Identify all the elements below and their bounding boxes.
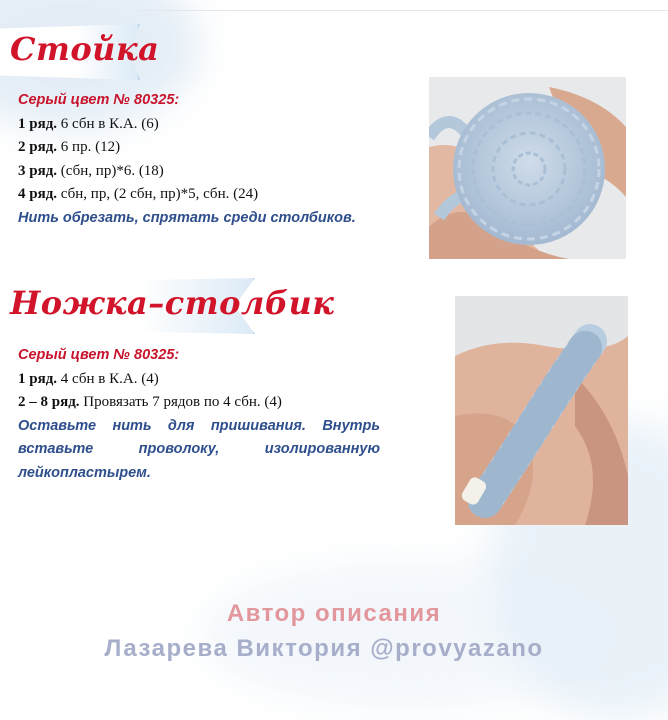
row-text: сбн, пр, (2 сбн, пр)*5, сбн. (24) — [57, 186, 259, 202]
instruction-note: Нить обрезать, спрятать среди столбиков. — [18, 209, 356, 226]
instruction-note: Оставьте нить для пришивания. Внутрь вставьте проволоку, изолированную лейкопластырем. — [18, 417, 380, 481]
section-title: Стойка — [10, 30, 160, 68]
row-label: 2 ряд. — [18, 139, 58, 155]
row-text: 6 сбн в К.А. (6) — [57, 115, 159, 132]
footer-author-name: Лазарева Виктория @provyazano — [104, 635, 544, 662]
row-label: 1 ряд. — [18, 370, 58, 387]
section-banner-stand — [0, 24, 160, 80]
section-title: Ножка–столбик — [10, 284, 335, 322]
pattern-row — [18, 160, 380, 184]
row-text: 6 пр. (12) — [57, 139, 121, 155]
yarn-color-line: Серый цвет № 80325: — [18, 92, 180, 108]
yarn-color-line: Серый цвет № 80325: — [18, 347, 180, 363]
pattern-row — [18, 183, 380, 207]
pattern-row — [18, 136, 380, 160]
row-label: 4 ряд. — [18, 186, 58, 202]
row-label: 3 ряд. — [18, 162, 58, 179]
row-text: Провязать 7 рядов по 4 сбн. (4) — [79, 394, 282, 410]
pattern-row — [18, 391, 380, 415]
pattern-row — [18, 368, 380, 392]
row-label: 1 ряд. — [18, 115, 58, 132]
row-text: 4 сбн в К.А. (4) — [57, 370, 159, 387]
photo-crocheted-circle — [429, 77, 626, 259]
section-banner-leg — [0, 278, 335, 334]
photo-crocheted-leg — [455, 296, 628, 525]
instructions-stand — [18, 89, 380, 230]
top-divider — [140, 10, 668, 11]
instructions-leg — [18, 344, 380, 485]
row-text: (сбн, пр)*6. (18) — [57, 162, 164, 179]
footer-author-heading: Автор описания — [226, 600, 442, 627]
pattern-row — [18, 113, 380, 137]
row-label: 2 – 8 ряд. — [18, 394, 80, 410]
